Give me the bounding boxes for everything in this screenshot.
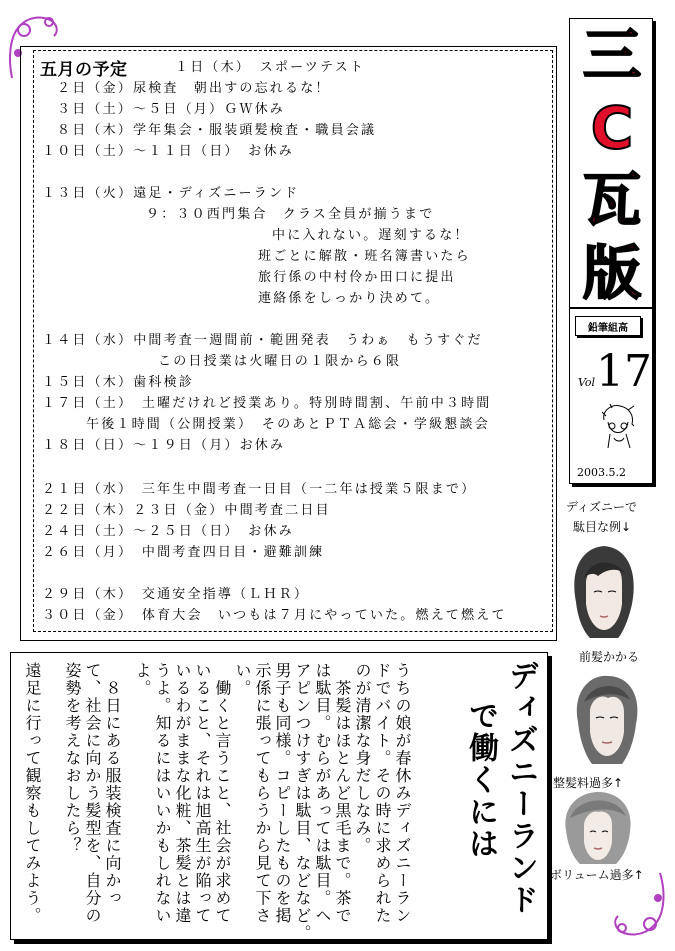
- schedule-line: 中に入れない。遅刻するな！: [272, 228, 470, 243]
- schedule-line: １８日（日）～１９日（月）お休み: [42, 438, 286, 453]
- volume-label: Vol: [578, 376, 596, 389]
- article-column: い。: [233, 662, 252, 697]
- volume-number: 17: [596, 346, 652, 397]
- schedule-title: 五月の予定: [40, 60, 128, 80]
- schedule-line: 班ごとに解散・班名簿書いたら: [258, 249, 471, 264]
- schedule-line: ２４日（土）～２５日（日） お休み: [42, 524, 294, 539]
- schedule-line: １日（木） スポーツテスト: [175, 60, 366, 75]
- schedule-line: １７日（土） 土曜だけれど授業あり。特別時間割、午前中３時間: [42, 396, 492, 411]
- editor-label: 鉛筆組高: [575, 316, 641, 336]
- article-column: ドでバイト。その時に求められた: [373, 662, 392, 925]
- sidebar-caption-product: 整髪料過多↑: [553, 776, 624, 790]
- caricature-sketch: [598, 402, 638, 454]
- article-column: 働くと言うこと、社会が求めて: [213, 662, 232, 925]
- masthead-char: 三: [582, 21, 641, 90]
- article-column: うよ。知るにはいいかもしれない: [153, 662, 172, 925]
- article-title-line-1: ディズニーランド: [503, 660, 538, 916]
- article-column: アピンつけすぎは駄目、などなど。: [293, 662, 312, 942]
- issue-date: 2003.5.2: [577, 466, 626, 479]
- example-face-bangs: [568, 542, 640, 640]
- schedule-line: この日授業は火曜日の１限から６限: [158, 354, 402, 369]
- article-title-line-2: で働くには: [463, 700, 498, 860]
- schedule-line: ３日（土）～５日（月）ＧＷ休み: [57, 102, 286, 117]
- masthead-char: 瓦: [582, 166, 641, 235]
- article-column: よ。: [133, 662, 152, 697]
- article-column: は駄目。むらがあっては駄目。ヘ: [313, 662, 332, 925]
- schedule-line: 連絡係をしっかり決めて。: [258, 291, 441, 306]
- schedule-line: １４日（水）中間考査一週間前・範囲発表 うわぁ もうすぐだ: [42, 333, 483, 348]
- schedule-line: ９：３０西門集合 クラス全員が揃うまで: [146, 207, 435, 222]
- sidebar-caption-volume: ボリューム過多↑: [550, 868, 644, 882]
- article-column: のが清潔な身だしなみ。: [353, 662, 372, 855]
- schedule-line: ２１日（水） 三年生中間考査一日目（一二年は授業５限まで）: [42, 482, 477, 497]
- schedule-line: ８日（木）学年集会・服装頭髪検査・職員会議: [57, 123, 377, 138]
- article-column: 男子も同様。コピーしたものを掲: [273, 662, 292, 925]
- article-column: ８日にある服装検査に向かっ: [103, 662, 122, 907]
- masthead: [569, 18, 653, 308]
- schedule-line: ２６日（月） 中間考査四日目・避難訓練: [42, 545, 325, 560]
- sidebar-caption-top-2: 駄目な例↓: [573, 520, 632, 534]
- schedule-line: ３０日（金） 体育大会 いつもは７月にやっていた。燃えて燃えて: [42, 608, 507, 623]
- article-column: 姿勢を考えなおしたら？: [63, 662, 82, 855]
- masthead-char: C: [590, 93, 634, 162]
- schedule-line: ２９日（木） 交通安全指導（ＬＨＲ）: [42, 587, 310, 602]
- schedule-line: １０日（土）～１１日（日） お休み: [42, 144, 294, 159]
- schedule-line: 午後１時間（公開授業） そのあとＰＴＡ総会・学級懇談会: [86, 417, 490, 432]
- masthead-char: 版: [582, 238, 641, 307]
- sidebar-caption-bangs: 前髪かかる: [579, 650, 640, 664]
- article-column: 示係に張ってもらうから見て下さ: [253, 662, 272, 925]
- sidebar-caption-top: ディズニーで: [566, 500, 638, 514]
- schedule-line: １３日（火）遠足・ディズニーランド: [42, 186, 300, 201]
- article-column: 茶髪はほとんど黒毛まで。茶で: [333, 662, 352, 925]
- article-column: いるわがままな化粧、茶髪とは違: [173, 662, 192, 925]
- schedule-line: ２日（金）尿検査 朝出すの忘れるな！: [57, 81, 331, 96]
- schedule-line: １５日（木）歯科検診: [42, 375, 195, 390]
- article-column: うちの娘が春休みディズニーラン: [393, 662, 412, 925]
- article-column: て、社会に向かう髪型を、自分の: [83, 662, 102, 925]
- example-face-hair-product: [572, 672, 642, 768]
- schedule-line: 旅行係の中村伶か田口に提出: [258, 270, 456, 285]
- article-column: 遠足に行って観察もしてみよう。: [23, 662, 42, 925]
- article-column: いること、それは旭高生が陥って: [193, 662, 212, 925]
- masthead-title: [570, 19, 654, 309]
- example-face-volume: [562, 790, 634, 866]
- schedule-line: ２２日（木）２３日（金）中間考査二日目: [42, 503, 331, 518]
